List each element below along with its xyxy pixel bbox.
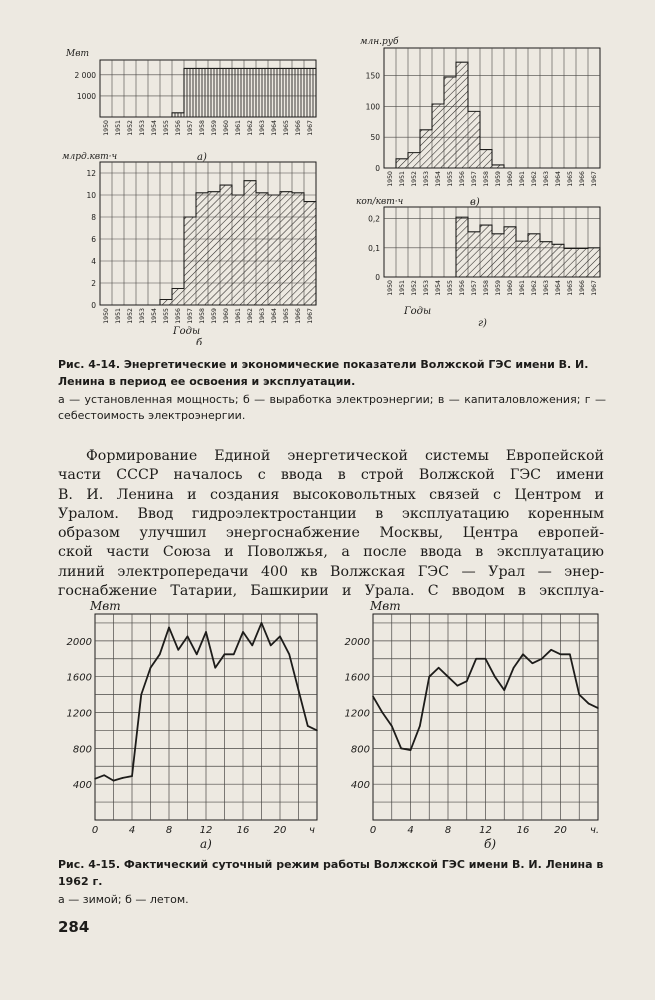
y-tick-label: 100 [365,102,380,112]
y-tick-label: 50 [370,133,380,143]
paragraph-line: ской части Союза и Поволжья, а после ввода в эксплуатацию [58,544,604,561]
data-point [532,662,534,664]
data-point [428,676,430,678]
x-tick-label: 1952 [127,308,134,324]
x-axis-label: Годы [173,326,201,337]
data-point [214,667,216,669]
x-tick-label: 1957 [471,280,478,296]
y-tick-label: 0 [91,301,96,310]
x-tick-label: 1962 [247,120,254,136]
x-tick-label: 1952 [411,171,418,187]
paragraph-line: Уралом. Ввод гидроэлектростанции в эксплуатацию коренным [58,505,604,522]
panel-caption: б) [484,837,497,851]
chart-g-energy-cost [356,197,600,329]
paragraph-line: образом улучшил энергоснабжение Москвы, Центра европей- [58,525,604,542]
x-tick-label: 1958 [483,280,490,296]
y-tick-label: 12 [86,169,96,178]
data-point [503,689,505,691]
x-tick-label: 1952 [411,280,418,296]
x-tick-label: 1951 [115,308,122,324]
data-point [597,707,599,709]
chart-daily-winter [67,600,318,851]
data-point [419,725,421,727]
data-point [205,631,207,633]
x-tick-label: 1967 [307,120,314,136]
data-point [159,654,161,656]
panel-caption: б [196,338,203,345]
x-tick-label: 1956 [175,308,182,324]
x-tick-label: 1950 [387,280,394,296]
figure-4-14-caption: Рис. 4-14. Энергетические и экономические показатели Волжской ГЭС имени В. И. Ленина в период ее освоения и эксплуатации. [58,358,589,388]
data-point [588,703,590,705]
paragraph-line: линий электропередачи 400 кв Волжская ГЭС — Урал — энер- [58,563,604,580]
x-tick-label: 1961 [519,171,526,187]
y-tick-label: 2 000 [74,70,96,80]
panel-caption: а) [197,152,207,163]
x-tick-label: 1961 [235,308,242,324]
data-point [103,774,105,776]
y-tick-label: 0,2 [368,214,380,224]
x-tick-label: 1964 [271,308,278,324]
y-axis-label: млрд.квт·ч [62,152,118,162]
data-point [279,636,281,638]
y-tick-label: 2000 [344,636,370,648]
x-axis-label: ч. [590,825,600,836]
y-tick-label: 2 [91,279,96,288]
x-tick-label: 1967 [591,280,598,296]
x-tick-label: 1950 [103,120,110,136]
y-axis-label: коп/квт·ч [356,197,404,207]
data-point [140,694,142,696]
x-tick-label: 1961 [519,280,526,296]
x-tick-label: 8 [165,825,173,836]
x-tick-label: 1954 [435,280,442,296]
x-tick-label: 1959 [495,280,502,296]
data-point [177,649,179,651]
x-tick-label: 1953 [423,280,430,296]
data-point [494,676,496,678]
chart-b-energy-output [62,152,316,345]
data-point [251,645,253,647]
data-point [466,680,468,682]
x-tick-label: 1961 [235,120,242,136]
data-point [196,654,198,656]
y-tick-label: 150 [365,71,380,81]
data-point [382,712,384,714]
x-tick-label: 4 [128,825,136,836]
y-tick-label: 1600 [344,672,370,684]
chart-v-capital-investment [360,36,600,208]
x-tick-label: 4 [407,825,414,836]
x-tick-label: 12 [479,825,492,836]
x-tick-label: 1962 [531,280,538,296]
data-point [457,685,459,687]
data-point [242,631,244,633]
x-tick-label: 1960 [223,308,230,324]
x-tick-label: 1958 [483,171,490,187]
data-point [94,778,96,780]
data-point [578,694,580,696]
data-point [233,654,235,656]
data-point [400,748,402,750]
x-tick-label: 1957 [187,120,194,136]
data-point [550,649,552,651]
x-tick-label: 1951 [399,171,406,187]
body-paragraph [58,447,604,601]
figure-4-14-legend: а — установленная мощность; б — выработка электроэнергии; в — капиталовложения; г — себестоимость электроэнергии. [58,393,606,422]
x-tick-label: 1957 [187,308,194,324]
data-point [569,654,571,656]
x-tick-label: 1960 [507,171,514,187]
y-tick-label: 0 [375,164,380,173]
data-point [475,658,477,660]
x-tick-label: 0 [369,825,377,836]
x-tick-label: 1966 [579,171,586,187]
y-tick-label: 6 [91,235,96,244]
data-point [261,622,263,624]
data-point [298,689,300,691]
data-point [391,725,393,727]
y-tick-label: 4 [91,257,96,266]
x-tick-label: 1956 [459,171,466,187]
x-tick-label: 1966 [295,308,302,324]
paragraph-line: госнабжение Татарии, Башкирии и Урала. С вводом в эксплуа- [58,583,604,600]
x-tick-label: 20 [273,825,287,836]
y-tick-label: 0,1 [368,243,380,253]
data-point [560,654,562,656]
data-point [168,627,170,629]
x-tick-label: 1958 [199,308,206,324]
x-tick-label: 1951 [399,280,406,296]
data-point [316,730,318,732]
paragraph-line: части СССР началось с ввода в строй Волжской ГЭС имени [58,467,604,484]
x-tick-label: 1950 [103,308,110,324]
x-tick-label: 1965 [283,120,290,136]
page-number: 284 [58,918,90,936]
data-point [270,645,272,647]
x-axis-label: Годы [404,306,432,317]
y-axis-label: Мвт [66,49,89,59]
x-tick-label: 1951 [115,120,122,136]
y-tick-label: 1000 [76,91,96,101]
figure-4-15-caption: Рис. 4-15. Фактический суточный режим работы Волжской ГЭС имени В. И. Ленина в 1962 г. [58,858,604,888]
figure-4-14 [0,0,655,345]
x-tick-label: 1954 [435,171,442,187]
y-tick-label: 800 [350,744,370,756]
paragraph-line: Формирование Единой энергетической системы Европейской [86,448,604,464]
x-tick-label: 0 [91,825,99,836]
y-tick-label: 400 [72,780,92,792]
y-tick-label: 8 [91,213,96,222]
x-tick-label: 1964 [555,171,562,187]
x-tick-label: 1955 [163,308,170,324]
data-point [288,654,290,656]
data-point [113,780,115,782]
x-tick-label: 1958 [199,120,206,136]
data-point [372,696,374,698]
x-tick-label: 16 [236,825,250,836]
y-tick-label: 1200 [66,708,92,720]
x-tick-label: 1966 [295,120,302,136]
x-tick-label: 1956 [459,280,466,296]
x-tick-label: 1966 [579,280,586,296]
data-point [485,658,487,660]
bar-area [100,181,316,305]
x-tick-label: 1953 [139,120,146,136]
x-tick-label: 1950 [387,171,394,187]
data-point [541,658,543,660]
y-tick-label: 10 [86,191,96,200]
figure-4-15 [0,600,655,855]
chart-daily-summer [345,600,600,851]
panel-caption: а) [200,837,212,851]
x-tick-label: 1967 [591,171,598,187]
x-axis-label: ч [309,825,315,836]
data-point [522,654,524,656]
x-tick-label: 1955 [163,120,170,136]
figure-4-15-legend: а — зимой; б — летом. [58,893,189,906]
y-tick-label: 800 [72,744,92,756]
x-tick-label: 1956 [175,120,182,136]
y-axis-label: млн.руб [360,37,399,47]
y-axis-label: Мвт [370,600,401,613]
data-point [307,725,309,727]
x-tick-label: 1964 [271,120,278,136]
x-tick-label: 1963 [259,120,266,136]
x-tick-label: 1954 [151,120,158,136]
y-axis-label: Мвт [90,600,121,613]
x-tick-label: 1952 [127,120,134,136]
bar-area [384,217,600,277]
x-tick-label: 1959 [211,308,218,324]
data-point [150,667,152,669]
x-tick-label: 1963 [543,171,550,187]
x-tick-label: 1964 [555,280,562,296]
x-tick-label: 1954 [151,308,158,324]
data-point [513,667,515,669]
data-point [410,749,412,751]
paragraph-line: В. И. Ленина и создания высоковольтных связей с Центром и [58,486,604,503]
data-point [224,654,226,656]
y-tick-label: 1600 [66,672,92,684]
x-tick-label: 12 [199,825,213,836]
panel-caption: в) [470,197,480,208]
data-point [131,775,133,777]
data-point [438,667,440,669]
x-tick-label: 1962 [531,171,538,187]
x-tick-label: 1963 [543,280,550,296]
x-tick-label: 1965 [567,171,574,187]
x-tick-label: 1955 [447,171,454,187]
x-tick-label: 1957 [471,171,478,187]
y-tick-label: 0 [375,273,380,282]
x-tick-label: 1963 [259,308,266,324]
x-tick-label: 1959 [211,120,218,136]
y-tick-label: 400 [350,780,370,792]
data-point [187,636,189,638]
chart-a-installed-capacity [65,49,316,163]
x-tick-label: 1960 [507,280,514,296]
x-tick-label: 1955 [447,280,454,296]
x-tick-label: 1959 [495,171,502,187]
x-tick-label: 16 [516,825,530,836]
bar-area [100,68,316,117]
data-point [447,676,449,678]
x-tick-label: 1953 [139,308,146,324]
panel-caption: г) [478,318,487,329]
data-point [122,777,124,779]
x-tick-label: 1967 [307,308,314,324]
x-tick-label: 1962 [247,308,254,324]
x-tick-label: 1960 [223,120,230,136]
x-tick-label: 1965 [567,280,574,296]
x-tick-label: 8 [444,825,452,836]
y-tick-label: 2000 [66,636,92,648]
x-tick-label: 1953 [423,171,430,187]
x-tick-label: 20 [554,825,567,836]
x-tick-label: 1965 [283,308,290,324]
y-tick-label: 1200 [344,708,370,720]
